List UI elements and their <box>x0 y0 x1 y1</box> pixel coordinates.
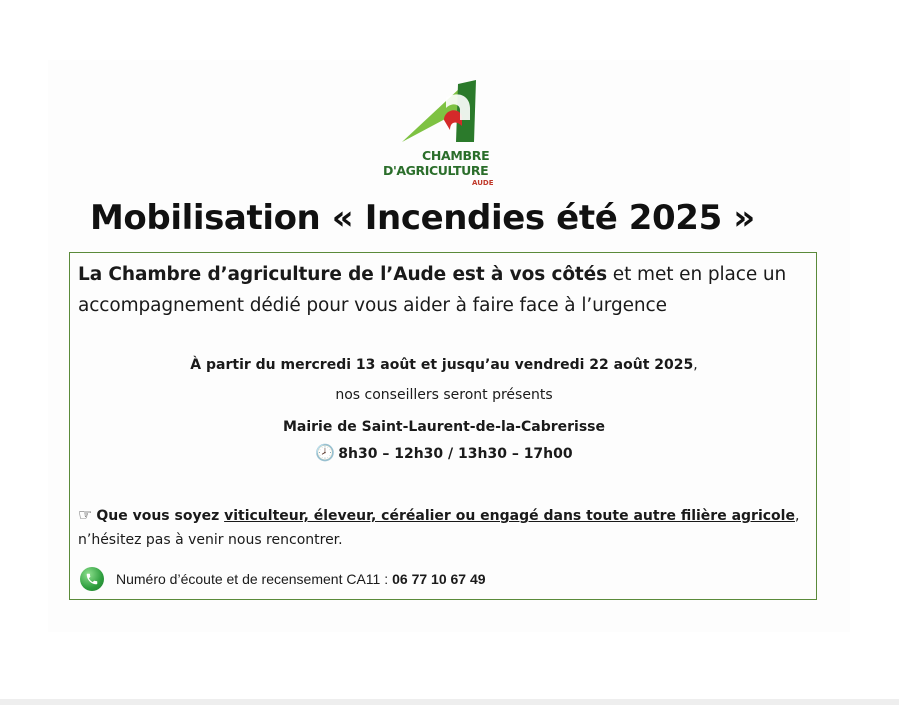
phone-handset-icon <box>85 572 99 586</box>
audience-rest-text: n’hésitez pas à venir nous rencontrer. <box>78 532 343 548</box>
phone-label: Numéro d’écoute et de recensement CA11 : <box>116 571 389 587</box>
clock-icon: 🕗 <box>315 443 336 462</box>
hours-line <box>70 443 818 462</box>
intro-bold-text: La Chambre d’agriculture de l’Aude est à vos côtés <box>78 264 608 285</box>
intro-paragraph <box>78 259 814 321</box>
dates-line <box>70 357 818 373</box>
logo-text-line1: CHAMBRE <box>422 148 490 163</box>
hours-text: 8h30 – 12h30 / 13h30 – 17h00 <box>338 446 573 462</box>
logo-text-line2: D'AGRICULTURE <box>383 163 489 178</box>
audience-bold-text: Que vous soyez <box>96 508 225 524</box>
bottom-band <box>0 699 899 705</box>
phone-line <box>80 567 486 591</box>
info-box <box>69 252 817 600</box>
advisors-line: nos conseillers seront présents <box>335 387 553 403</box>
dates-comma: , <box>693 357 698 373</box>
audience-underlined-text: viticulteur, éleveur, céréalier ou engagé dans toute autre filière agricole <box>224 508 795 524</box>
audience-paragraph <box>78 503 814 552</box>
pointing-hand-icon: ☞ <box>78 505 93 524</box>
intro-rest-text: et met en place un accompagnement dédié pour vous aider à faire face à l’urgence <box>78 264 787 316</box>
dates-text: À partir du mercredi 13 août et jusqu’au vendredi 22 août 2025 <box>190 357 694 373</box>
logo-mark-icon <box>400 80 480 146</box>
phone-number: 06 77 10 67 49 <box>392 571 486 587</box>
place-line: Mairie de Saint-Laurent-de-la-Cabrerisse <box>282 419 606 435</box>
phone-icon <box>80 567 104 591</box>
logo-text-line3: AUDE <box>472 179 494 187</box>
chambre-agriculture-logo <box>380 80 500 190</box>
page-title: Mobilisation « Incendies été 2025 » <box>90 198 755 238</box>
audience-comma: , <box>794 508 800 524</box>
